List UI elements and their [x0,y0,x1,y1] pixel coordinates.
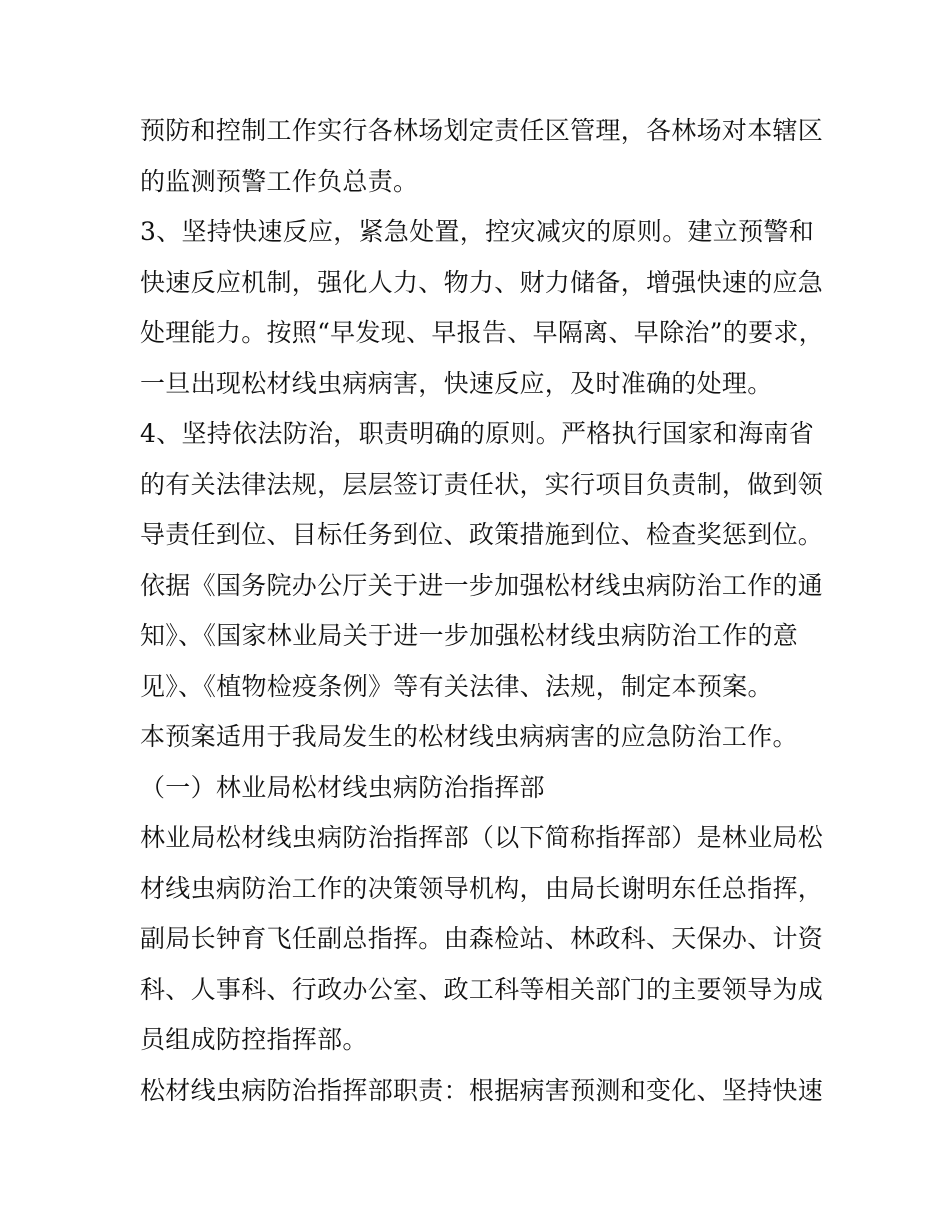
text-line: 员组成防控指挥部。 [140,1025,368,1054]
text-line: 松材线虫病防治指挥部职责：根据病害预测和变化、坚持快速 [140,1075,824,1105]
text-line: 处理能力。按照“早发现、早报告、早隔离、早除治”的要求， [140,318,824,347]
text-line: 副局长钟育飞任副总指挥。由森检站、林政科、天保办、计资 [140,924,824,953]
text-line: 一旦出现松材线虫病病害，快速反应，及时准确的处理。 [140,368,773,398]
document-body [140,108,824,1118]
text-line: 预防和控制工作实行各林场划定责任区管理，各林场对本辖区 [140,116,824,145]
text-line: 的监测预警工作负总责。 [140,166,419,196]
text-line: 林业局松材线虫病防治指挥部（以下简称指挥部）是林业局松 [140,823,824,852]
text-line: 本预案适用于我局发生的松材线虫病病害的应急防治工作。 [140,722,798,751]
text-line: 材线虫病防治工作的决策领导机构，由局长谢明东任总指挥， [140,873,824,903]
text-line: 导责任到位、目标任务到位、政策措施到位、检查奖惩到位。 [140,520,824,549]
text-line: 4、坚持依法防治，职责明确的原则。严格执行国家和海南省 [140,419,815,448]
text-line: 科、人事科、行政办公室、政工科等相关部门的主要领导为成 [140,974,824,1004]
text-line: 的有关法律法规，层层签订责任状，实行项目负责制，做到领 [140,469,824,499]
text-line: 快速反应机制，强化人力、物力、财力储备，增强快速的应急 [140,267,824,297]
text-line: 知》、《国家林业局关于进一步加强松材线虫病防治工作的意 [140,621,799,650]
text-line: 见》、《植物检疫条例》等有关法律、法规，制定本预案。 [140,671,773,701]
text-line: 3、坚持快速反应，紧急处置，控灾减灾的原则。建立预警和 [140,217,815,246]
section-heading: （一）林业局松材线虫病防治指挥部 [140,772,545,802]
text-line: 依据《国务院办公厅关于进一步加强松材线虫病防治工作的通 [140,570,824,600]
